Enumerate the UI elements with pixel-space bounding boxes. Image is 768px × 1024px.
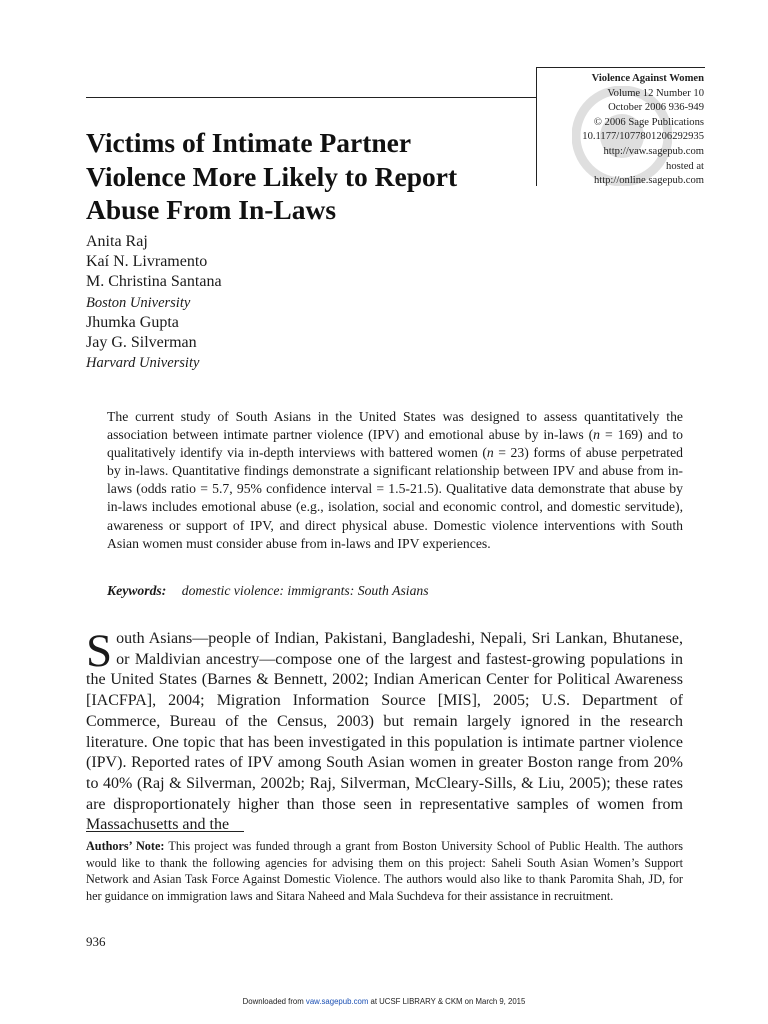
journal-doi: 10.1177/1077801206292935 [582, 131, 704, 143]
keywords [107, 582, 683, 600]
download-prefix: Downloaded from [242, 997, 306, 1006]
journal-copyright: © 2006 Sage Publications [593, 116, 704, 128]
abstract-text-2: = 169) and to qualitatively identify via in-depth interviews with battered women ( [107, 427, 684, 461]
title-line-1: Victims of Intimate Partner [86, 127, 412, 158]
body-text: outh Asians—people of Indian, Pakistani, Bangladeshi, Nepali, Sri Lankan, Bhutanese, or Maldivian ancestry—compose one of the largest and fastest-growing populations in the United States (Barnes & Bennett, 2002; Indian American Center for Political Awareness [IACFPA], 2004; Migration Information Source [MIS], 2005; U.S. Department of Commerce, Bureau of the Census, 2003) but remain largely ignored in the research literature. One topic that has been investigated in this population is intimate partner violence (IPV). Reported rates of IPV among South Asian women in greater Boston range from 20% to 40% (Raj & Silverman, 2002b; Raj, Silverman, McCleary-Sills, & Liu, 2005); these rates are disproportionately higher than those seen in representative samples of women from Massachusetts and the [86, 630, 683, 834]
body-paragraph [86, 625, 683, 836]
sample-size-symbol: n [486, 445, 494, 461]
download-notice [0, 997, 768, 1006]
author-affiliation: Boston University [86, 294, 191, 311]
authors-note [86, 838, 683, 905]
author-affiliation: Harvard University [86, 355, 200, 372]
author-name: Anita Raj [86, 233, 148, 250]
journal-info [582, 72, 704, 189]
sample-size-symbol: n [593, 427, 601, 443]
page-number: 936 [86, 934, 106, 949]
journal-name: Violence Against Women [591, 73, 704, 84]
abstract [107, 408, 683, 553]
author-name: Jay G. Silverman [86, 334, 197, 352]
download-suffix: at UCSF LIBRARY & CKM on March 9, 2015 [368, 997, 526, 1006]
authors-note-label: Authors’ Note: [86, 839, 165, 853]
journal-online-url[interactable]: http://online.sagepub.com [593, 175, 704, 187]
author-name: Kaí N. Livramento [86, 253, 208, 271]
title-line-2: Violence More Likely to Report [86, 160, 458, 192]
journal-date-pages: October 2006 936-949 [608, 102, 704, 114]
article-title [86, 126, 546, 227]
keywords-list: domestic violence: immigrants: South Asians [181, 583, 429, 598]
drop-cap: S [86, 625, 113, 677]
title-line-3: Abuse From In-Laws [86, 194, 337, 225]
author-name: M. Christina Santana [86, 273, 222, 291]
keywords-label: Keywords: [107, 583, 167, 598]
journal-url[interactable]: http://vaw.sagepub.com [603, 145, 704, 157]
abstract-text-1: The current study of South Asians in the United States was designed to assess quantitatively the association between intimate partner violence (IPV) and emotional abuse by in-laws ( [107, 409, 683, 443]
authors-note-text: This project was funded through a grant from Boston University School of Public Health. The authors would like to thank the following agencies for advising them on this project: Saheli South Asian Women’s Support Network and Asian Task Force Against Domestic Violence. The authors would also like to thank Paromita Shah, JD, for her guidance on immigration laws and Sitara Naheed and Mala Suchdeva for their assistance in recruitment. [86, 839, 683, 904]
author-list [86, 232, 486, 373]
footnote-rule [86, 831, 244, 832]
abstract-text-3: = 23) forms of abuse perpetrated by in-laws. Quantitative findings demonstrate a significant relationship between IPV and abuse from in-laws (odds ratio = 5.7, 95% confidence interval = 1.5-21.5). Qualitative data demonstrate that abuse by in-laws includes emotional abuse (e.g., isolation, social and economic control, and domestic servitude), awareness or support of IPV, and direct physical abuse. Domestic violence interventions with South Asian women must consider abuse from in-laws and IPV experiences. [107, 445, 683, 551]
header-rule [86, 97, 536, 98]
journal-volume: Volume 12 Number 10 [607, 87, 704, 99]
journal-hosted-label: hosted at [666, 160, 704, 172]
download-link[interactable]: vaw.sagepub.com [305, 997, 369, 1006]
author-name: Jhumka Gupta [86, 313, 179, 331]
